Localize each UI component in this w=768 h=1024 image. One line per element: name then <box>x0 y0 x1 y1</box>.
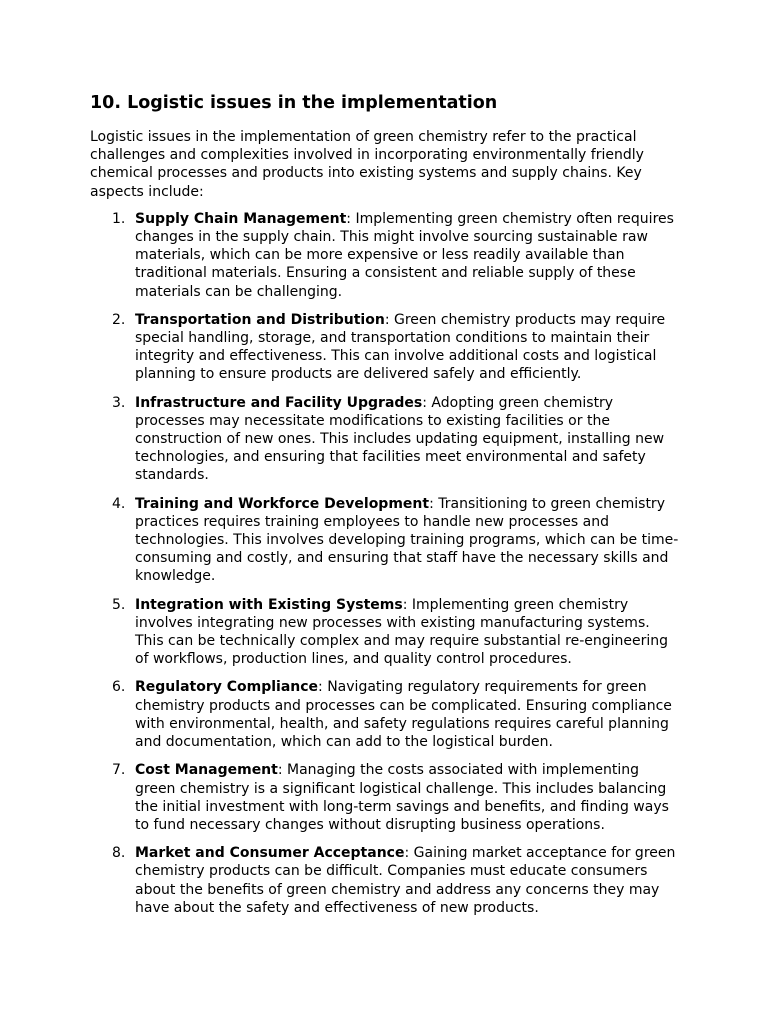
list-item <box>90 678 680 751</box>
item-text: : Implementing green chemistry often requires changes in the supply chain. This might involve sourcing sustainable raw materials, which can be more expensive or less readily available than traditional materials. Ensuring a consistent and reliable supply of these materials can be challenging. <box>135 210 674 300</box>
item-term: Supply Chain Management <box>135 210 347 227</box>
list-item <box>90 210 680 301</box>
item-text: : Green chemistry products may require special handling, storage, and transportation conditions to maintain their integrity and effectiveness. This can involve additional costs and logistical planning to ensure products are delivered safely and efficiently. <box>135 311 666 383</box>
item-term: Regulatory Compliance <box>135 679 319 696</box>
item-text: : Implementing green chemistry involves integrating new processes with existing manufacturing systems. This can be technically complex and may require substantial re-engineering of workflows, production lines, and quality control procedures. <box>135 596 669 668</box>
item-term: Training and Workforce Development <box>135 495 430 512</box>
list-number: 5. <box>112 596 126 613</box>
list-number: 3. <box>112 394 126 411</box>
item-term: Market and Consumer Acceptance <box>135 845 405 862</box>
list-number: 1. <box>112 210 126 227</box>
aspects-list <box>90 210 680 917</box>
document-page <box>90 90 680 927</box>
item-term: Integration with Existing Systems <box>135 596 403 613</box>
list-number: 8. <box>112 845 126 862</box>
section-title: 10. Logistic issues in the implementation <box>90 93 498 113</box>
list-number: 7. <box>112 762 126 779</box>
item-term: Cost Management <box>135 762 278 779</box>
item-text: : Transitioning to green chemistry practices requires training employees to handle new processes and technologies. This involves developing training programs, which can be time-consuming and costly, and ensuring that staff have the necessary skills and knowledge. <box>135 495 679 585</box>
item-text: : Gaining market acceptance for green chemistry products can be difficult. Companies must educate consumers about the benefits of green chemistry and address any concerns they may have about the safety and effectiveness of new products. <box>135 845 676 916</box>
list-number: 6. <box>112 679 126 696</box>
list-item <box>90 596 680 669</box>
item-text: : Managing the costs associated with implementing green chemistry is a significant logistical challenge. This includes balancing the initial investment with long-term savings and benefits, and finding ways to fund necessary changes without disrupting business operations. <box>135 762 669 833</box>
list-item <box>90 311 680 384</box>
item-text: : Adopting green chemistry processes may necessitate modifications to existing facilities or the construction of new ones. This includes updating equipment, installing new technologies, and ensuring that facilities meet environmental and safety standards. <box>135 394 665 484</box>
intro-paragraph: Logistic issues in the implementation of green chemistry refer to the practical challenges and complexities involved in incorporating environmentally friendly chemical processes and products into existing systems and supply chains. Key aspects include: <box>90 129 644 200</box>
list-number: 2. <box>112 311 126 328</box>
list-item <box>90 844 680 917</box>
list-number: 4. <box>112 495 126 512</box>
item-term: Transportation and Distribution <box>135 311 385 328</box>
list-item <box>90 761 680 834</box>
list-item <box>90 394 680 485</box>
item-term: Infrastructure and Facility Upgrades <box>135 394 423 411</box>
list-item <box>90 495 680 586</box>
item-text: : Navigating regulatory requirements for green chemistry products and processes can be complicated. Ensuring compliance with environmental, health, and safety regulations requires careful planning and documentation, which can add to the logistical burden. <box>135 679 672 751</box>
